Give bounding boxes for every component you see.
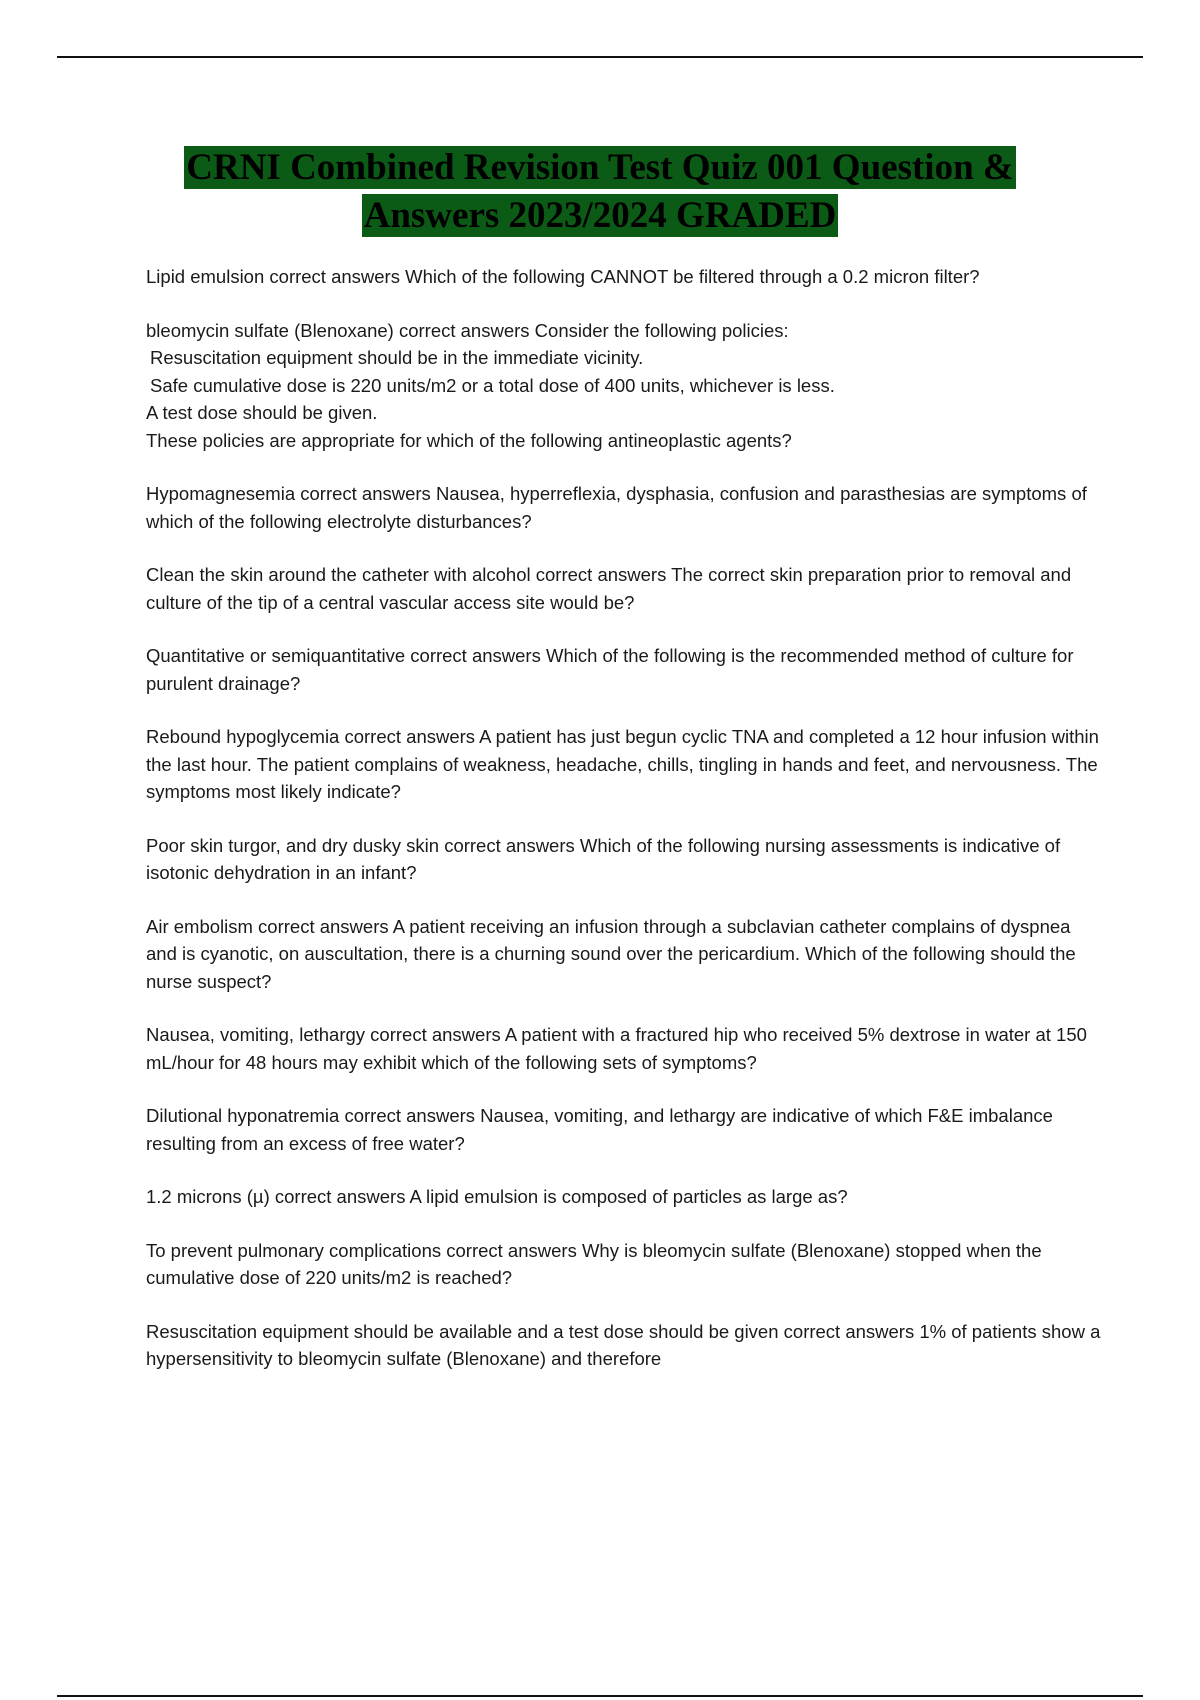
qa-entry xyxy=(146,913,1106,996)
title-line-1: CRNI Combined Revision Test Quiz 001 Question & xyxy=(186,147,1014,188)
qa-text: To prevent pulmonary complications correct answers Why is bleomycin sulfate (Blenoxane) stopped when the cumulative dose of 220 units/m2 is reached? xyxy=(146,1239,1042,1288)
qa-text: Clean the skin around the catheter with alcohol correct answers The correct skin preparation prior to removal and culture of the tip of a central vascular access site would be? xyxy=(146,564,1072,613)
qa-entry xyxy=(146,642,1106,697)
qa-text: Lipid emulsion correct answers Which of the following CANNOT be filtered through a 0.2 micron filter? xyxy=(146,266,980,287)
top-rule xyxy=(57,56,1143,58)
qa-text: A test dose should be given. xyxy=(146,402,378,423)
qa-text: These policies are appropriate for which of the following antineoplastic agents? xyxy=(146,429,792,451)
qa-entry xyxy=(146,1183,1106,1211)
qa-entry xyxy=(146,263,1106,291)
qa-text: Poor skin turgor, and dry dusky skin correct answers Which of the following nursing assessments is indicative of isotonic dehydration in an infant? xyxy=(146,834,1061,883)
title-line-2: Answers 2023/2024 GRADED xyxy=(363,195,837,236)
qa-text: Safe cumulative dose is 220 units/m2 or a total dose of 400 units, whichever is less. xyxy=(150,374,835,396)
qa-text: Nausea, vomiting, lethargy correct answers A patient with a fractured hip who received 5% dextrose in water at 150 mL/hour for 48 hours may exhibit which of the following sets of symptoms? xyxy=(146,1024,1087,1073)
qa-text: Rebound hypoglycemia correct answers A patient has just begun cyclic TNA and completed a 12 hour infusion within the last hour. The patient complains of weakness, headache, chills, tingling in hands and feet, and nervousness. The symptoms most likely indicate? xyxy=(146,726,1099,802)
document-title xyxy=(140,144,1060,240)
qa-entry xyxy=(146,317,1106,455)
qa-entry xyxy=(146,832,1106,887)
qa-list xyxy=(146,263,1106,1399)
qa-entry xyxy=(146,723,1106,806)
qa-entry xyxy=(146,1102,1106,1157)
qa-text: Dilutional hyponatremia correct answers Nausea, vomiting, and lethargy are indicative of which F&E imbalance resulting from an excess of free water? xyxy=(146,1105,1053,1154)
bottom-rule xyxy=(57,1695,1143,1697)
qa-entry xyxy=(146,1318,1106,1373)
qa-entry xyxy=(146,1021,1106,1076)
qa-text: bleomycin sulfate (Blenoxane) correct answers Consider the following policies: xyxy=(146,319,789,341)
qa-text: Quantitative or semiquantitative correct answers Which of the following is the recommended method of culture for purulent drainage? xyxy=(146,645,1074,694)
qa-text: 1.2 microns (µ) correct answers A lipid emulsion is composed of particles as large as? xyxy=(146,1186,848,1207)
qa-text: Air embolism correct answers A patient receiving an infusion through a subclavian catheter complains of dyspnea and is cyanotic, on auscultation, there is a churning sound over the pericardium. Which of the following should the nurse suspect? xyxy=(146,915,1076,992)
qa-entry xyxy=(146,561,1106,616)
qa-text: Resuscitation equipment should be in the immediate vicinity. xyxy=(150,347,644,368)
qa-entry xyxy=(146,480,1106,535)
qa-entry xyxy=(146,1237,1106,1292)
qa-text: Hypomagnesemia correct answers Nausea, hyperreflexia, dysphasia, confusion and parasthesias are symptoms of which of the following electrolyte disturbances? xyxy=(146,483,1087,532)
qa-text: Resuscitation equipment should be available and a test dose should be given correct answers 1% of patients show a hypersensitivity to bleomycin sulfate (Blenoxane) and therefore xyxy=(146,1320,1101,1369)
